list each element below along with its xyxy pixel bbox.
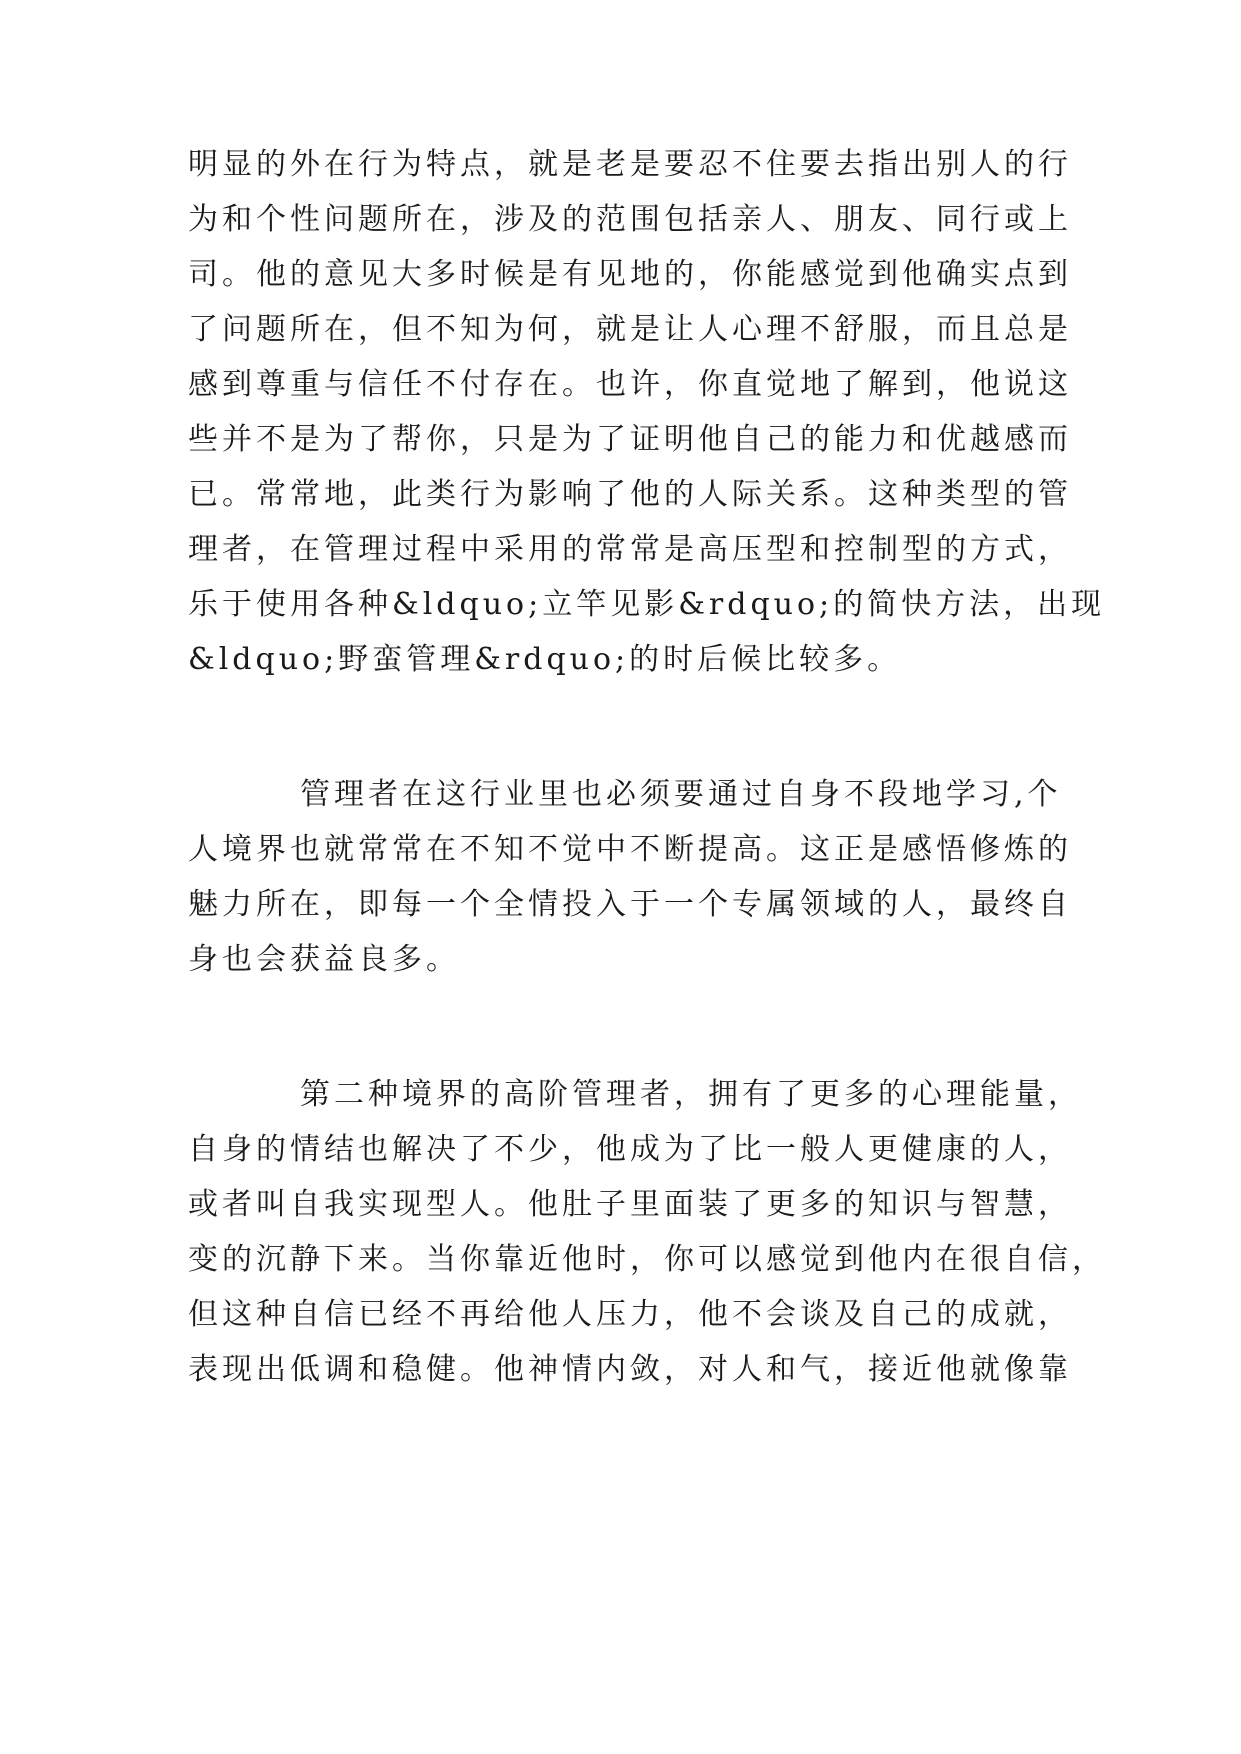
text-line: 已。常常地，此类行为影响了他的人际关系。这种类型的管 [188, 477, 1072, 512]
text-line: 管理者在这行业里也必须要通过自身不段地学习,个 [300, 777, 1062, 812]
text-line: 表现出低调和稳健。他神情内敛，对人和气，接近他就像靠 [188, 1352, 1072, 1387]
text-line: 自身的情结也解决了不少，他成为了比一般人更健康的人， [188, 1132, 1072, 1167]
text-line: 理者，在管理过程中采用的常常是高压型和控制型的方式， [188, 532, 1072, 567]
text-line: 了问题所在，但不知为何，就是让人心理不舒服，而且总是 [188, 312, 1072, 347]
text-line: 人境界也就常常在不知不觉中不断提高。这正是感悟修炼的 [188, 832, 1072, 867]
text-line: 司。他的意见大多时候是有见地的，你能感觉到他确实点到 [188, 257, 1072, 292]
text-line: 或者叫自我实现型人。他肚子里面装了更多的知识与智慧， [188, 1187, 1072, 1222]
text-line: 些并不是为了帮你，只是为了证明他自己的能力和优越感而 [188, 422, 1072, 457]
text-line: 感到尊重与信任不付存在。也许，你直觉地了解到，他说这 [188, 367, 1072, 402]
text-line: 第二种境界的高阶管理者，拥有了更多的心理能量， [300, 1077, 1082, 1112]
text-line: 变的沉静下来。当你靠近他时，你可以感觉到他内在很自信， [188, 1242, 1106, 1277]
text-line: 乐于使用各种&ldquo;立竿见影&rdquo;的简快方法，出现 [188, 587, 1106, 622]
text-line: 但这种自信已经不再给他人压力，他不会谈及自己的成就， [188, 1297, 1072, 1332]
text-line: 明显的外在行为特点，就是老是要忍不住要去指出别人的行 [188, 147, 1072, 182]
text-line: 身也会获益良多。 [188, 942, 460, 977]
text-line: &ldquo;野蛮管理&rdquo;的时后候比较多。 [188, 642, 902, 677]
text-line: 为和个性问题所在，涉及的范围包括亲人、朋友、同行或上 [188, 202, 1072, 237]
text-line: 魅力所在，即每一个全情投入于一个专属领域的人，最终自 [188, 887, 1072, 922]
